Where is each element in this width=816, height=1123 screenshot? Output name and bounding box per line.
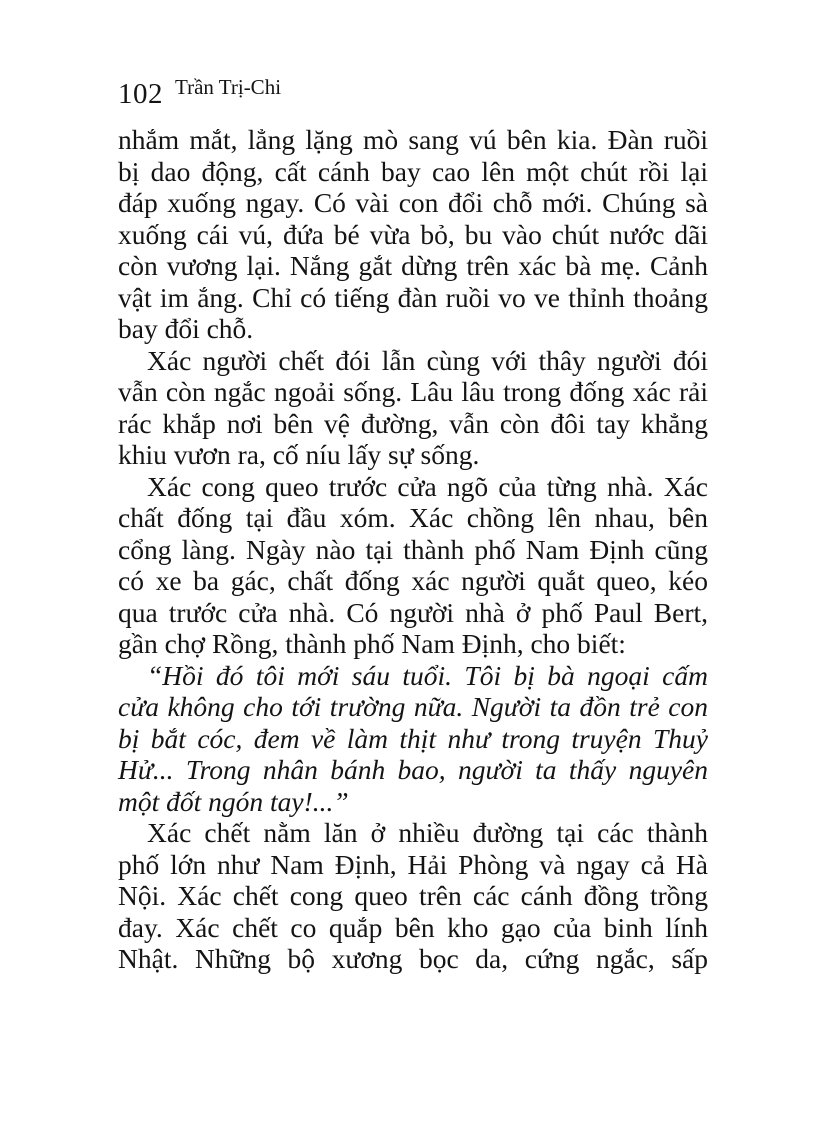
text-line: qua trước cửa nhà. Có người nhà ở phố Paul Bert, [118, 596, 708, 628]
text-line: xuống cái vú, đứa bé vừa bỏ, bu vào chút nước dãi [118, 218, 708, 250]
text-line: Xác người chết đói lẫn cùng với thây người đói [147, 344, 708, 376]
running-title: Trần Trị-Chi [175, 75, 282, 99]
running-head [118, 75, 282, 111]
text-line: Nội. Xác chết cong queo trên các cánh đồng trồng [118, 880, 708, 911]
text-line: đáp xuống ngay. Có vài con đổi chỗ mới. Chúng sà [118, 187, 708, 218]
text-line: một đốt ngón tay!...” [118, 785, 349, 817]
text-line: bị dao động, cất cánh bay cao lên một chút rồi lại [118, 155, 708, 187]
text-line: bay đổi chỗ. [118, 313, 254, 344]
paragraph [118, 471, 708, 660]
text-line: đay. Xác chết co quắp bên kho gạo của binh lính [118, 911, 708, 943]
text-line: cửa không cho tới trường nữa. Người ta đồn trẻ con [118, 691, 708, 722]
text-line: vật im ắng. Chỉ có tiếng đàn ruồi vo ve thỉnh thoảng [118, 281, 708, 313]
text-line: Hử... Trong nhân bánh bao, người ta thấy nguyên [118, 754, 708, 785]
text-line: chất đống tại đầu xóm. Xác chồng lên nhau, bên [118, 502, 708, 533]
text-line: Xác chết nằm lăn ở nhiều đường tại các thành [147, 817, 708, 848]
text-line: rác khắp nơi bên vệ đường, vẫn còn đôi tay khẳng [118, 407, 708, 439]
text-line: “Hồi đó tôi mới sáu tuổi. Tôi bị bà ngoại cấm [147, 659, 708, 691]
paragraph [118, 124, 708, 345]
text-line: vẫn còn ngắc ngoải sống. Lâu lâu trong đống xác rải [118, 376, 708, 407]
text-line: có xe ba gác, chất đống xác người quắt queo, kéo [118, 565, 708, 596]
body-text [118, 124, 708, 975]
text-line: khiu vươn ra, cố níu lấy sự sống. [118, 439, 480, 470]
text-line: Xác cong queo trước cửa ngõ của từng nhà. Xác [147, 470, 708, 502]
block-quote [118, 660, 708, 818]
text-line: nhắm mắt, lẳng lặng mò sang vú bên kia. Đàn ruồi [118, 124, 708, 155]
text-line: còn vương lại. Nắng gắt dừng trên xác bà mẹ. Cảnh [118, 250, 708, 281]
text-line: phố lớn như Nam Định, Hải Phòng và ngay cả Hà [118, 848, 708, 880]
text-line: gần chợ Rồng, thành phố Nam Định, cho biết: [118, 628, 626, 659]
paragraph [118, 817, 708, 975]
text-line: Nhật. Những bộ xương bọc da, cứng ngắc, sấp [118, 943, 708, 974]
text-line: bị bắt cóc, đem về làm thịt như trong truyện Thuỷ [118, 722, 708, 754]
text-line: cổng làng. Ngày nào tại thành phố Nam Định cũng [118, 533, 708, 565]
page-number: 102 [118, 78, 163, 110]
paragraph [118, 345, 708, 471]
